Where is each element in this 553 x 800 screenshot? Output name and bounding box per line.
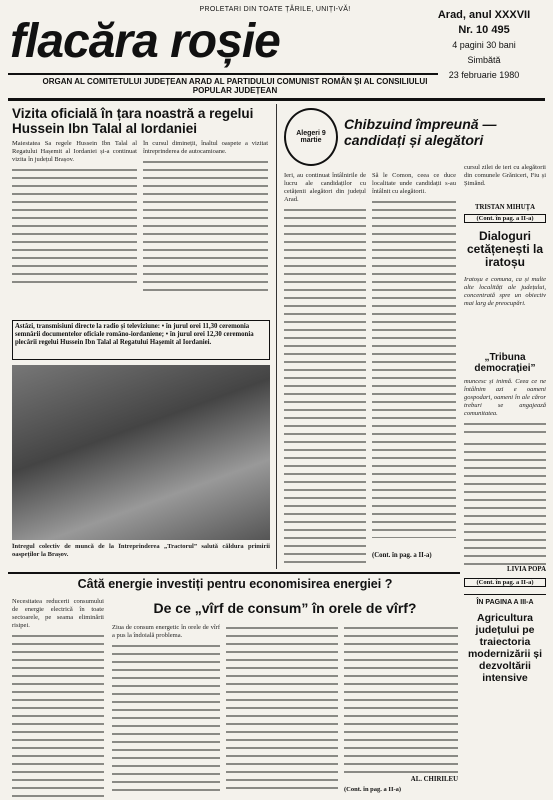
- elections-col-1: [284, 172, 366, 567]
- energy-lines-col4: [344, 624, 458, 774]
- issue-meta: [425, 8, 543, 83]
- elections-text-2: Să le Comon, ceea ce duce localitate unde candidații s-au întâlnit cu alegătorii.: [372, 172, 456, 196]
- location-year: Arad, anul XXXVII: [437, 9, 531, 21]
- elections-headline: Chibzuind împreună — candidați și alegători: [344, 116, 497, 148]
- energy-rule: [8, 572, 460, 574]
- dialog-title: Dialoguri cetățenești la iratoșu: [466, 229, 544, 269]
- issue-number: Nr. 10 495: [458, 24, 510, 36]
- democracy-text: muncesc și inimă. Ceea ce ne întâlnim azi e oameni gospodari, oameni în ale căror treburi se angajează comunitatea.: [464, 378, 546, 418]
- slogan: PROLETARI DIN TOATE ȚĂRILE, UNIȚI-VĂ!: [199, 6, 351, 13]
- right-continued-2: (Cont. în pag. a II-a): [464, 578, 546, 587]
- right-intro: cursul zilei de ieri cu alegătorii din comunele Grăniceri, Fiu și Șimănd.: [464, 164, 546, 188]
- weekday: Simbătă: [467, 55, 501, 65]
- elections-lines-1: [284, 206, 366, 567]
- visit-text-lines-2: [143, 158, 268, 293]
- right-rule: [464, 594, 546, 595]
- dialog-body: Iratoșu e comuna, ca și multe alte localități ale județului, concentrată spre un obiectiv mai larg de preocupări.: [464, 276, 546, 308]
- elections-badge: Alegeri 9 martie: [284, 108, 338, 166]
- author-mihuta: TRISTAN MIHUȚA: [474, 204, 536, 211]
- in-page-title: Agricultura județului pe traiectoria modernizării și dezvoltării intensive: [467, 612, 543, 684]
- elections-lines-2: [372, 198, 456, 538]
- energy-continued: (Cont. în pag. a II-a): [344, 786, 402, 793]
- column-divider: [276, 104, 277, 569]
- visit-body-right: [143, 140, 268, 300]
- newspaper-logo: flacăra roșie: [10, 15, 280, 68]
- democracy-lines: [464, 420, 546, 438]
- in-page-label: ÎN PAGINA A III-A: [476, 599, 534, 606]
- energy-col-left: [12, 598, 104, 798]
- energy-lines-col3: [226, 624, 338, 794]
- energy-author: AL. CHIRILEU: [410, 776, 458, 783]
- tv-note-box: Astăzi, transmisiuni directe la radio și televiziune: • în jurul orei 11,30 ceremonia semnării documentelor oficiale româno-iordaniene; • în jurul orei 12,30 ceremonia plecării regelui Hussein Ibn Talal al Regatului Hașemit al Iordaniei.: [12, 320, 270, 360]
- energy-subhead: De ce „vîrf de consum” în orele de vîrf?: [153, 600, 417, 616]
- header-bottom-rule: [8, 98, 545, 101]
- author-popa: LIVIA POPA: [507, 566, 546, 573]
- energy-col-mid: [112, 624, 220, 798]
- elections-continued: (Cont. în pag. a II-a): [372, 552, 432, 559]
- democracy-more-lines: [464, 440, 546, 565]
- pages-price: 4 pagini 30 bani: [452, 40, 516, 50]
- energy-headline: Câtă energie investiți pentru economisirea energiei ?: [77, 577, 393, 591]
- visit-text-1: Maiestatea Sa regele Hussein Ibn Talal al Regatului Hașemit al Iordaniei și-a continuat vizita în județul Brașov.: [12, 140, 137, 164]
- visit-text-lines: [12, 166, 137, 286]
- democracy-title: „Tribuna democrației”: [474, 352, 536, 374]
- header-rule: [8, 73, 438, 75]
- visit-body-left: [12, 140, 137, 300]
- right-continued-1: (Cont. în pag. a II-a): [464, 214, 546, 223]
- energy-lines-mid: [112, 642, 220, 797]
- elections-col-2: [372, 172, 456, 547]
- energy-text-mid: Ziua de consum energetic în orele de vîrf a pus la îndoială problema.: [112, 624, 220, 640]
- energy-text-left: Necesitatea reducerii consumului de energie electrică în toate sectoarele, pe seama eliminării risipei.: [12, 598, 104, 630]
- issue-date: 23 februarie 1980: [448, 70, 520, 80]
- organ-line: ORGAN AL COMITETULUI JUDEȚEAN ARAD AL PARTIDULUI COMUNIST ROMÂN ȘI AL CONSILIULUI POPULAR JUDEȚEAN: [42, 77, 428, 95]
- elections-text-1: Ieri, au continuat întâlnirile de lucru ale candidaților cu cetățenii alegători din județul Arad.: [284, 172, 366, 204]
- photo-caption: Întregul colectiv de muncă de la Întreprinderea „Tractorul” salută căldura primirii oaspeților la Brașov.: [12, 543, 270, 559]
- democracy-body: [464, 378, 546, 438]
- energy-lines-left: [12, 632, 104, 798]
- visit-text-2: În cursul dimineții, înaltul oaspete a vizitat întreprinderea de autocamioane.: [143, 140, 268, 156]
- visit-photo: [12, 365, 270, 540]
- visit-headline: Vizita oficială în țara noastră a regelui Hussein Ibn Talal al Iordaniei: [12, 106, 254, 136]
